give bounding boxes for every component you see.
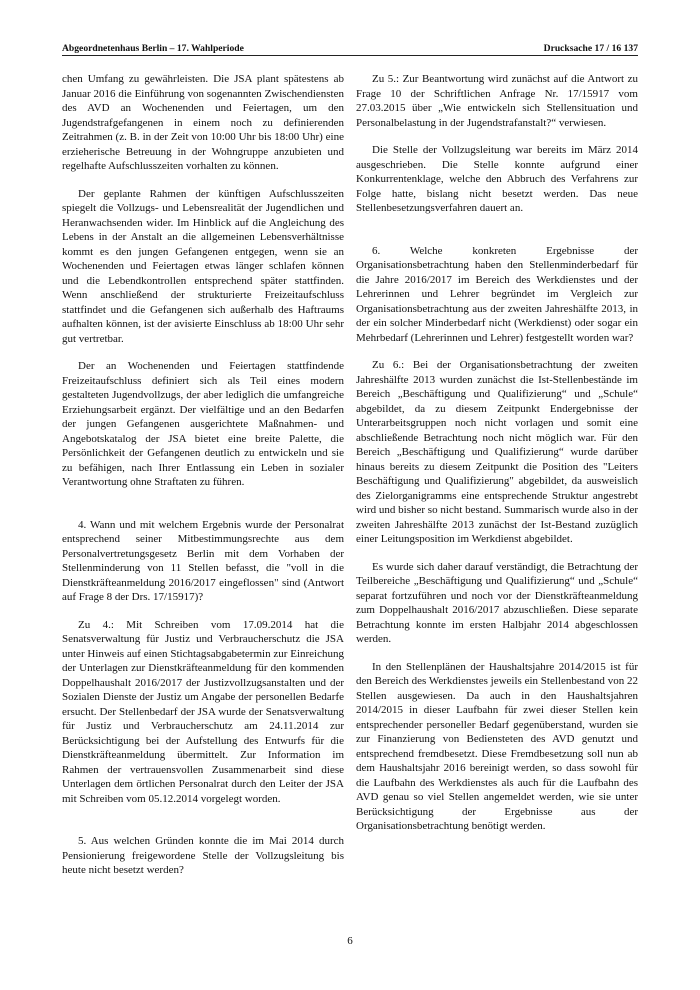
right-column [356,72,638,834]
answer-4: Zu 4.: Mit Schreiben vom 17.09.2014 hat die Senatsverwaltung für Justiz und Verbraucherschutz die JSA unter Hinweis auf einen Stichtagsabgabetermin zur Einreichung der Unterlagen zur Dienstkräfteanmeldung für den kommenden Doppelhaushalt 2016/2017 der Justizvollzugsanstalten und der Sozialen Dienste der Justiz um Angabe der personellen Bedarfe ersucht. Der Stellenbedarf der JSA wurde der Senatsverwaltung für Justiz und Verbraucherschutz am 24.11.2014 zur Berücksichtigung bei der Aufstellung des Entwurfs für die Dienstkräfteanmeldung übermittelt. Zur Information im Rahmen der vertrauensvollen Zusammenarbeit sind diese Unterlagen dem örtlichen Personalrat durch den Leiter der JSA mit Schreiben vom 05.12.2014 vorgelegt worden. [62,618,344,805]
answer-6: Zu 6.: Bei der Organisationsbetrachtung der zweiten Jahreshälfte 2013 wurden zunächst die Ist-Stellenbestände im Bereich „Beschäftigung und Qualifizierung“ und „Schule“ abgebildet, da zu diesem Zeitpunkt Endergebnisse der Unterarbeitsgruppen noch nicht vorlagen und somit eine abschließende Betrachtung noch nicht möglich war. Für den Bereich „Beschäftigung und Qualifizierung“ wurde darüber hinaus bereits zu diesem Zeitpunkt die Position des "Leiters Beschäftigung und Qualifizierung" abgebildet, da ausweislich des Zielorganigramms eine entsprechende Struktur angestrebt wird und bisher so nicht bestand. Summarisch wurde also in der zweiten Jahreshälfte 2013 zunächst der Ist-Bestand zuzüglich einer Leitungsposition im Werkdienst abgebildet. [356,359,638,545]
question-4: 4. Wann und mit welchem Ergebnis wurde der Personalrat entsprechend seiner Mitbestimmungsrechte aus dem Personalvertretungsgesetz Berlin mit dem Vorhaben der Stellenminderung von 11 Stellen befasst, die "voll in die Dienstkräfteanmeldung 2016/2017 eingeflossen" sind (Antwort auf Frage 8 der Drs. 17/15917)? [62,518,344,603]
paragraph: Die Stelle der Vollzugsleitung war bereits im März 2014 ausgeschrieben. Die Stelle konnte aufgrund einer Konkurrentenklage, welche den Abbruch des Verfahrens zur Folge hatte, bislang nicht besetzt werden. Das neue Stellenbesetzungsverfahren dauert an. [356,144,638,214]
paragraph: chen Umfang zu gewährleisten. Die JSA plant spätestens ab Januar 2016 die Einführung von sogenannten Zwischendiensten des AVD an Wochenenden und Feiertagen, um den Jugendstrafgefangenen in einem noch zu definierenden Zeitrahmen (z. B. in der Zeit von 10:00 Uhr bis 18:00 Uhr) eine erzieherische Betreuung in der Wohngruppe anzubieten und regelhafte Aufschlusszeiten vorhalten zu können. [62,73,344,172]
header-rule [62,55,638,56]
paragraph: Der an Wochenenden und Feiertagen stattfindende Freizeitaufschluss definiert sich als Teil eines modern gestalteten Jugendvollzugs, der aber lediglich die umfangreiche Erziehungsarbeit ergänzt. Der vielfältige und an den Bedarfen der jungen Gefangenen ausgerichtete Maßnahmen- und Angebotskatalog der JSA bietet eine breite Palette, die Persönlichkeit der Gefangenen deutlich zu entwickeln und sie zu befähigen, nach Ihrer Entlassung ein Leben in sozialer Verantwortung ohne Straftaten zu führen. [62,360,344,488]
paragraph: Der geplante Rahmen der künftigen Aufschlusszeiten spiegelt die Vollzugs- und Lebensrealität der Jugendlichen und Heranwachsenden wider. Im Hinblick auf die Angleichung des Lebens in der Anstalt an die allgemeinen Lebensverhältnisse kommt es den jungen Gefangenen entgegen, wenn sie an Wochenenden und Feiertagen etwas länger schlafen können und die Lebendkontrollen entsprechend später stattfinden. Wenn anschließend der strukturierte Freizeitaufschluss stattfindet und die Gefangenen sich außerhalb des Haftraums aufhalten können, ist der avisierte Einschluss ab 18:00 Uhr sehr gut vertretbar. [62,187,344,345]
page-number: 6 [347,935,353,947]
page-header [62,38,638,54]
answer-5: Zu 5.: Zur Beantwortung wird zunächst auf die Antwort zu Frage 10 der Schriftlichen Anfrage Nr. 17/15917 vom 27.03.2015 über „Wie entwickeln sich Stellensituation und Personalbelastung in der Jugendstrafanstalt?“ verwiesen. [356,73,638,129]
paragraph: In den Stellenplänen der Haushaltsjahre 2014/2015 ist für den Bereich des Werkdienstes jeweils ein Stellenbestand von 22 Stellen ausgewiesen. Da auch in den Haushaltsjahren 2014/2015 in dieser Laufbahn für zwei dieser Stellen kein entsprechender personeller Bedarf gegenüberstand, wurden sie zur Finanzierung von Bediensteten des AVD genutzt und entsprechend fremdbesetzt. Diese Fremdbesetzung soll nun ab dem Haushaltsjahr 2016 bereinigt werden, so dass sowohl für die Laufbahn des Werkdienstes als auch für die Laufbahn des AVD genau so viel Stellen angemeldet werden, wie sie unter Berücksichtigung der Ergebnisse aus der Organisationsbetrachtung benötigt werden. [356,660,638,832]
left-column [62,72,344,878]
header-right: Drucksache 17 / 16 137 [543,43,638,54]
paragraph: Es wurde sich daher darauf verständigt, die Betrachtung der Teilbereiche „Beschäftigung und Qualifizierung“ und „Schule“ separat fortzuführen und noch vor der Dienstkräfteanmeldung zum Doppelhaushalt 2016/2017 abzuschließen. Diese separate Betrachtung konnte im ersten Halbjahr 2014 abgeschlossen werden. [356,560,638,645]
question-6: 6. Welche konkreten Ergebnisse der Organisationsbetrachtung haben den Stellenminderbedarf für die Jahre 2016/2017 im Bereich des Werkdienstes und der Lehrerinnen und Lehrer begründet im Vergleich zur Organisationsbetrachtung aus der zweiten Jahreshälfte 2013, in der ein solcher Minderbedarf nicht (Werkdienst) oder sogar ein Mehrbedarf (Lehrerinnen und Lehrer) festgestellt worden war? [356,244,638,344]
question-5: 5. Aus welchen Gründen konnte die im Mai 2014 durch Pensionierung freigewordene Stelle der Vollzugsleitung bis heute nicht besetzt werden? [62,835,344,876]
header-left: Abgeordnetenhaus Berlin – 17. Wahlperiode [62,43,244,54]
